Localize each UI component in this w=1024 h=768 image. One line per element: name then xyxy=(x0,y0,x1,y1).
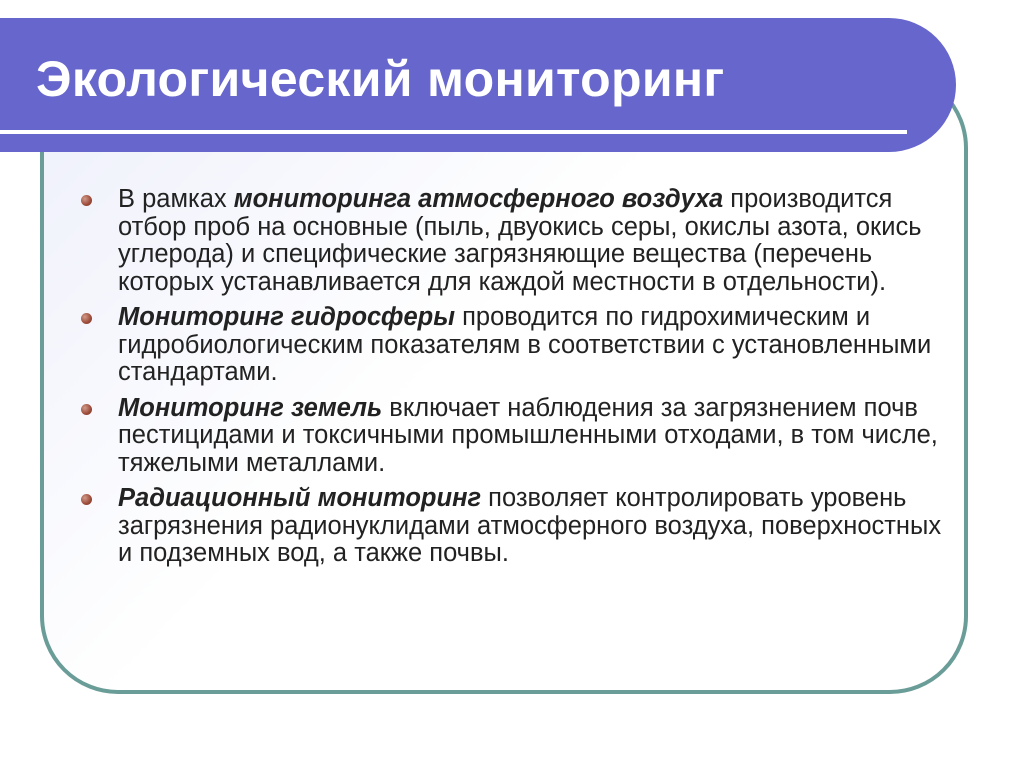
bullet-emphasis: Радиационный мониторинг xyxy=(118,484,482,512)
bullet-item xyxy=(78,395,958,478)
bullet-dot-icon xyxy=(81,313,92,324)
bullet-lead: В рамках xyxy=(118,185,234,213)
bullet-item xyxy=(78,485,958,568)
bullet-item xyxy=(78,304,958,387)
bullet-dot-icon xyxy=(81,195,92,206)
bullet-dot-icon xyxy=(81,494,92,505)
bullet-list xyxy=(78,186,958,576)
bullet-dot-icon xyxy=(81,404,92,415)
bullet-emphasis: мониторинга атмосферного воздуха xyxy=(233,185,724,213)
bullet-text: производится отбор проб на основные (пыль, двуокись серы, окислы азота, окись углерода) и специфические загрязняющие вещества (перечень которых устанавливается для каждой местности в отдельности). xyxy=(118,185,922,296)
bullet-text: позволяет контролировать уровень загрязнения радионуклидами атмосферного воздуха, поверхностных и подземных вод, а также почвы. xyxy=(118,484,942,567)
bullet-item xyxy=(78,186,958,296)
bullet-text: включает наблюдения за загрязнением почв пестицидами и токсичными промышленными отходами, в том числе, тяжелыми металлами. xyxy=(118,393,938,477)
slide-title: Экологический мониторинг xyxy=(36,51,725,107)
bullet-emphasis: Мониторинг земель xyxy=(118,393,383,422)
title-underline xyxy=(0,130,907,134)
bullet-emphasis: Мониторинг гидросферы xyxy=(118,303,456,331)
bullet-text: проводится по гидрохимическим и гидробиологическим показателям в соответствии с установленными стандартами. xyxy=(118,303,932,386)
